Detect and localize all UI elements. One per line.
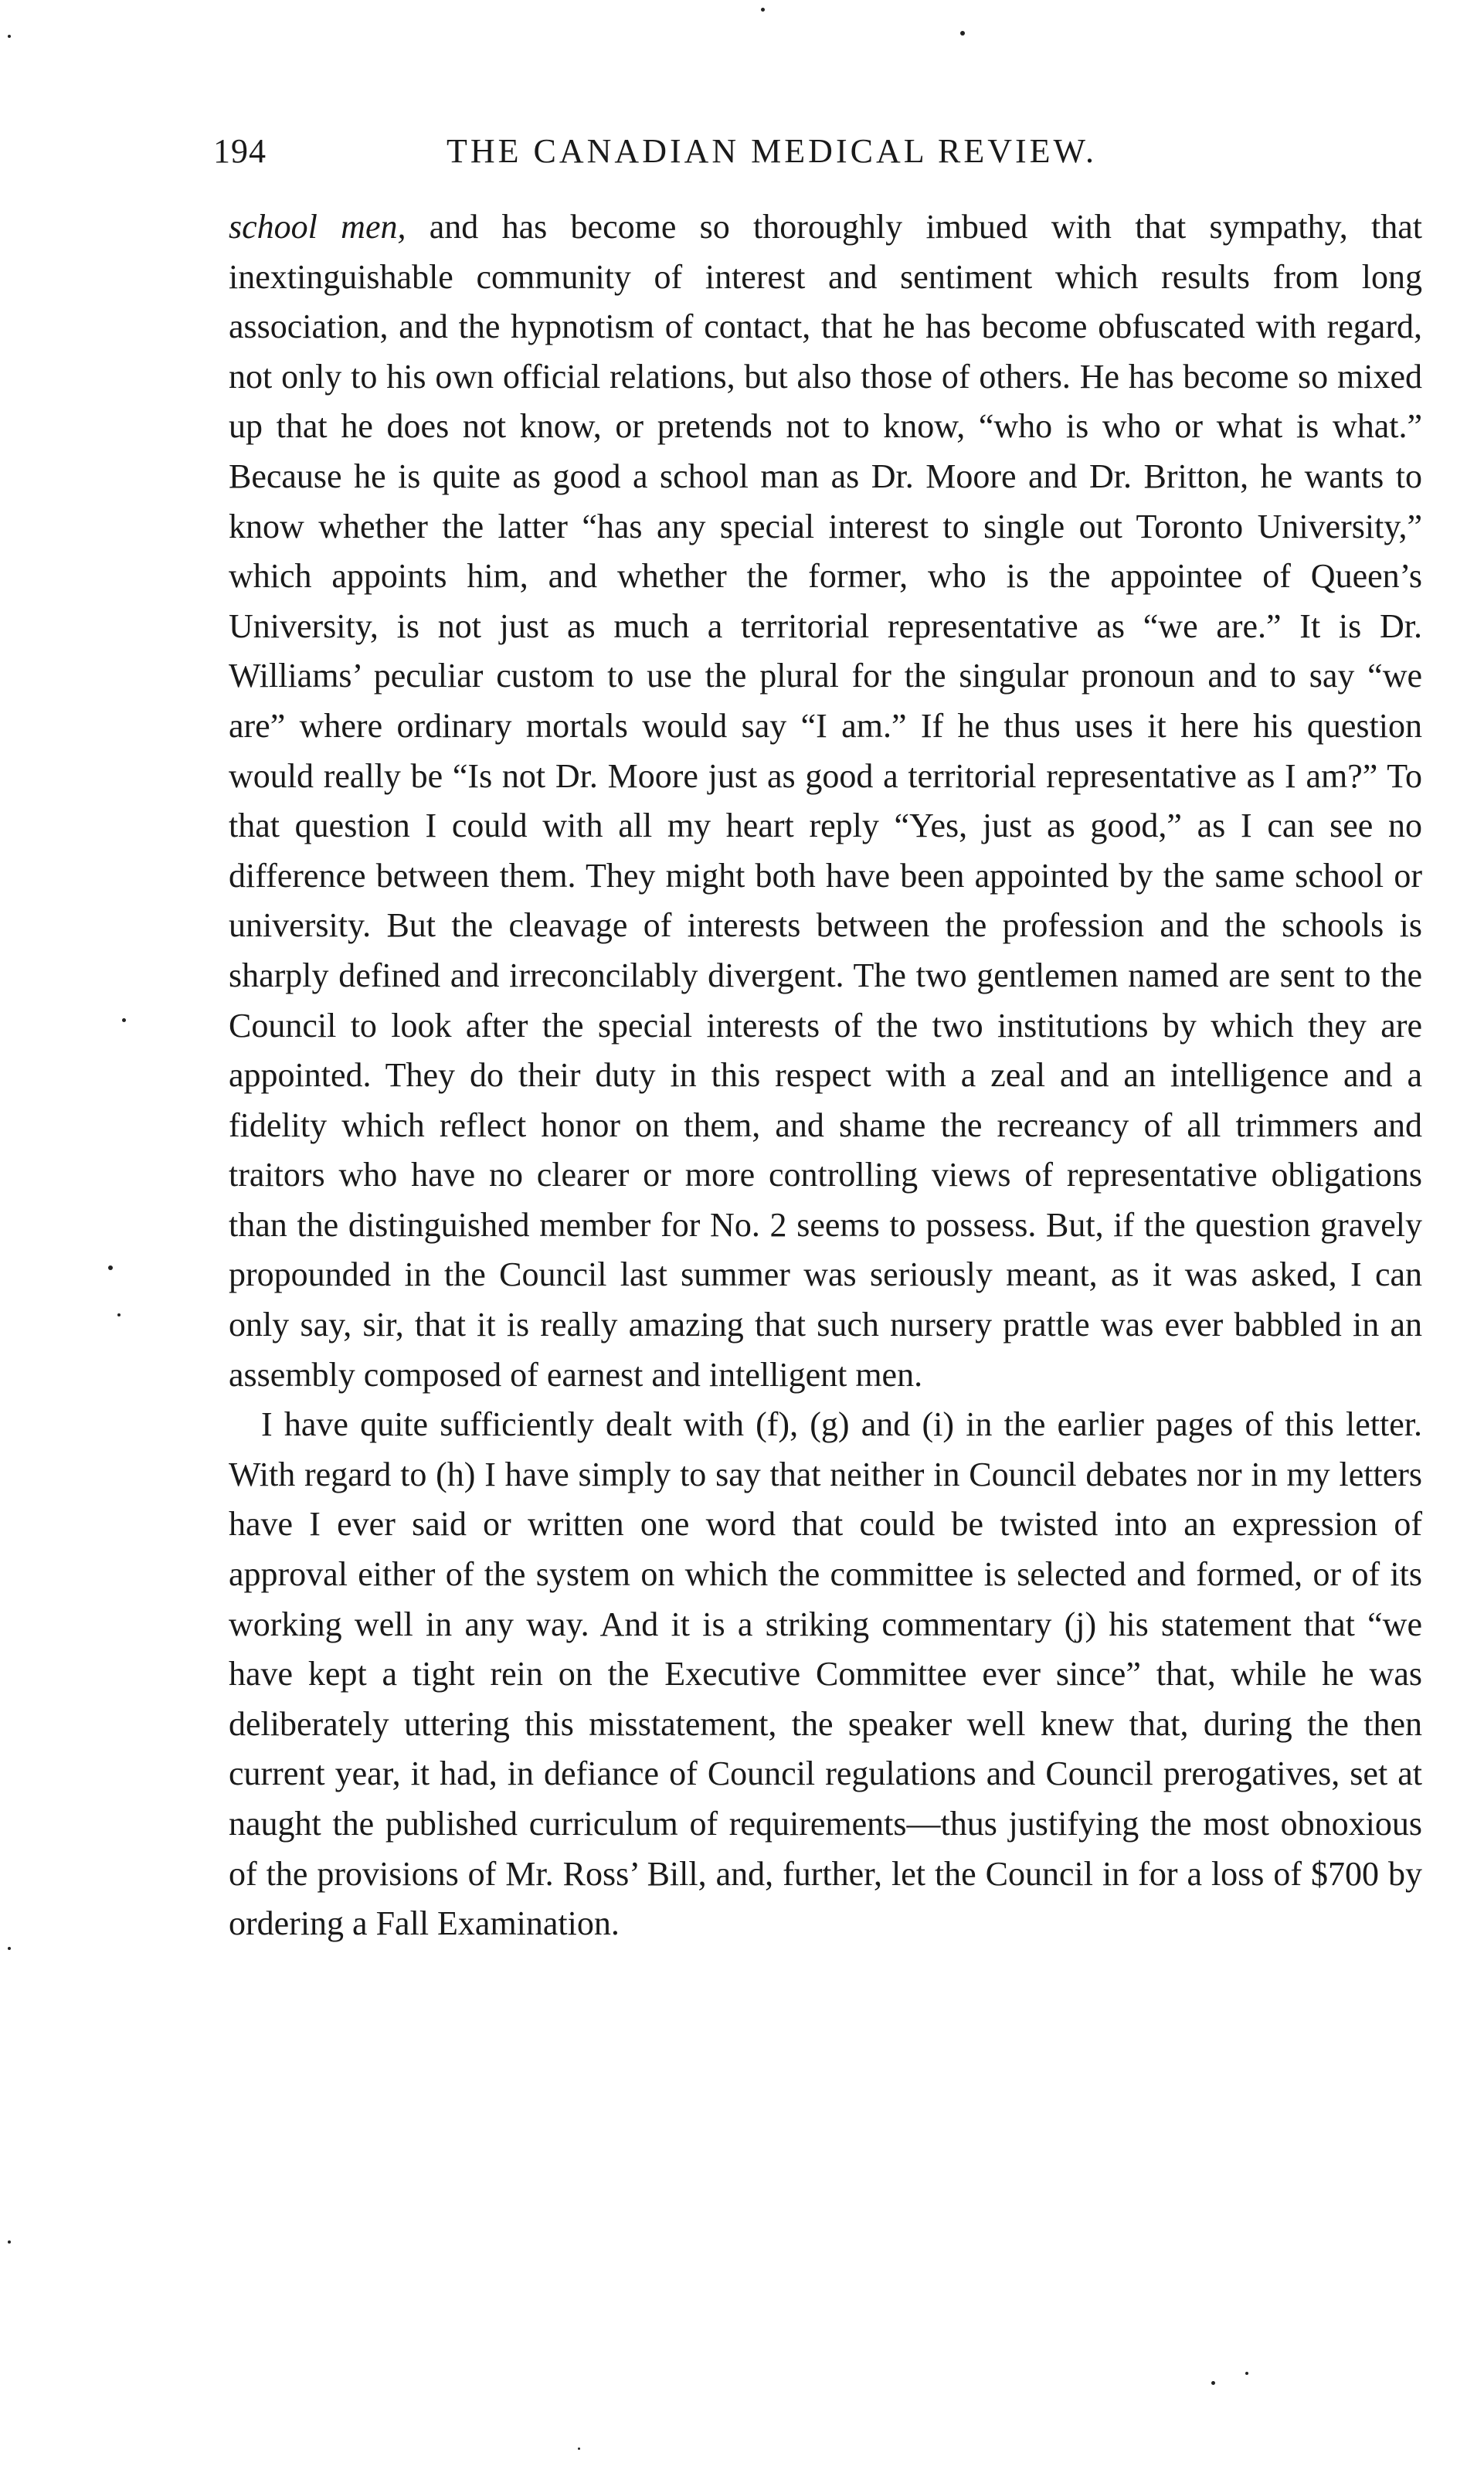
paragraph-1-text: and has become so thoroughly imbued with that sympathy, that inextinguishable community of interest and sentiment which results from long association, and the hypnotism of contact, that he has become obfuscated with regard, not only to his own official relations, but also those of others. He has become so mixed up that he does not know, or pretends not to know, “who is who or what is what.” Because he is quite as good a school man as Dr. Moore and Dr. Britton, he wants to know whether the latter “has any special interest to single out Toronto University,” which appoints him, and whether the former, who is the appointee of Queen’s University, is not just as much a territorial representative as “we are.” It is Dr. Williams’ peculiar custom to use the plural for the singular pronoun and to say “we are” where ordinary mortals would say “I am.” If he thus uses it here his question would really be “Is not Dr. Moore just as good a territorial representative as I am?” To that question I could with all my heart reply “Yes, just as good,” as I can see no difference between them. They might both have been appointed by the same school or university. But the cleavage of interests between the profession and the schools is sharply defined and irreconcilably divergent. The two gentlemen named are sent to the Council to look after the special interests of the two institutions by which they are appointed. They do their duty in this respect with a zeal and an intelligence and a fidelity which reflect honor on them, and shame the recreancy of all trimmers and traitors who have no clearer or more controlling views of representative obligations than the distinguished member for No. 2 seems to possess. But, if the question gravely propounded in the Council last summer was seriously meant, as it was asked, I can only say, sir, that it is really amazing that such nursery prattle was ever babbled in an assembly composed of earnest and intelligent men. bbox=[229, 208, 1423, 1394]
scan-speck bbox=[761, 8, 765, 12]
scan-speck bbox=[122, 1018, 126, 1022]
running-title: THE CANADIAN MEDICAL REVIEW. bbox=[447, 132, 1097, 170]
scan-speck bbox=[960, 31, 965, 36]
article-body bbox=[229, 202, 1422, 1949]
scan-speck bbox=[1245, 2372, 1248, 2375]
page-header bbox=[213, 131, 1418, 185]
scan-speck bbox=[578, 2448, 580, 2450]
scan-speck bbox=[108, 1265, 113, 1270]
scan-speck bbox=[1211, 2381, 1215, 2385]
scan-speck bbox=[8, 1947, 11, 1950]
paragraph-2: I have quite sufficiently dealt with (f), (g) and (i) in the earlier pages of this letter. With regard to (h) I have simply to say that neither in Council debates nor in my letters have I ever said or written one word that could be twisted into an expression of approval either of the system on which the committee is selected and formed, or of its working well in any way. And it is a striking commentary (j) his statement that “we have kept a tight rein on the Executive Committee ever since” that, while he was deliberately uttering this misstatement, the speaker well knew that, during the then current year, it had, in defiance of Council regulations and Council prerogatives, set at naught the published curriculum of requirements—thus justifying the most obnoxious of the provisions of Mr. Ross’ Bill, and, further, let the Council in for a loss of $700 by ordering a Fall Examination. bbox=[229, 1405, 1422, 1943]
paragraph-1 bbox=[229, 202, 1422, 1400]
scan-speck bbox=[8, 2240, 11, 2244]
page-number: 194 bbox=[213, 132, 267, 170]
scan-speck bbox=[8, 35, 11, 38]
scan-speck bbox=[117, 1313, 121, 1316]
paragraph-1-lead: school men, bbox=[229, 208, 406, 246]
